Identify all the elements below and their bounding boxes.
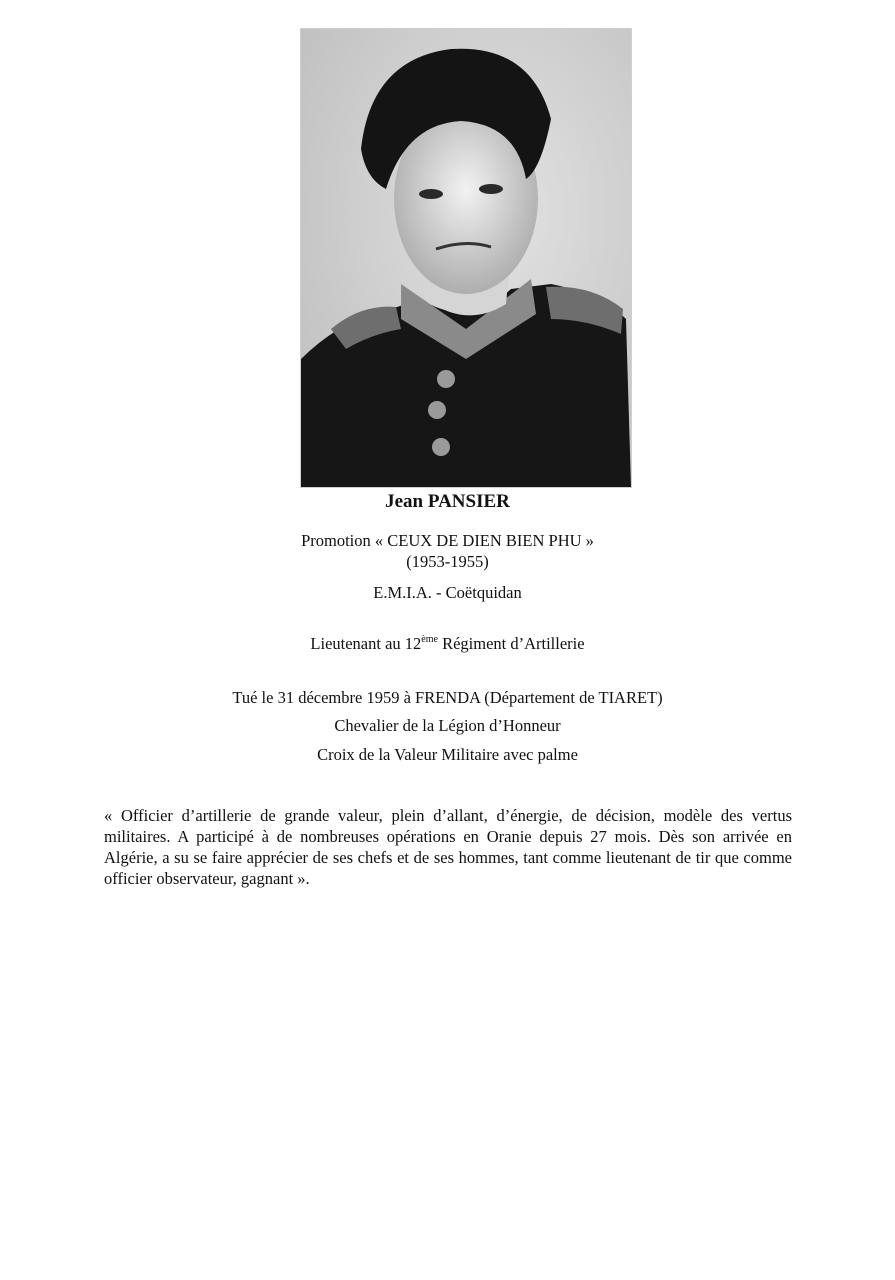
rank-suffix: Régiment d’Artillerie: [437, 634, 585, 653]
rank-prefix: Lieutenant au 12: [310, 634, 422, 653]
last-name: PANSIER: [427, 491, 510, 512]
rank-line: [0, 634, 895, 654]
citation-text: « Officier d’artillerie de grande valeur, plein d’allant, d’énergie, de décision, modèle des vertus militaires. A participé à de nombreuses opérations en Oranie depuis 27 mois. Dès son arrivée en Algérie, a su se faire apprécier de ses chefs et de ses hommes, tant comme lieutenant de tir que comme officier observateur, gagnant ».: [104, 806, 792, 888]
person-name: [0, 491, 895, 513]
first-name: Jean: [385, 491, 424, 512]
honour-croix: Croix de la Valeur Militaire avec palme: [317, 745, 578, 764]
portrait-photo: [300, 28, 632, 488]
death-line: Tué le 31 décembre 1959 à FRENDA (Département de TIARET): [232, 688, 663, 707]
school: E.M.I.A. - Coëtquidan: [373, 583, 522, 602]
honour-legion: Chevalier de la Légion d’Honneur: [334, 716, 561, 735]
rank-superscript: ème: [421, 634, 438, 645]
promotion-years: (1953-1955): [406, 552, 489, 571]
promotion-line: Promotion « CEUX DE DIEN BIEN PHU »: [301, 531, 594, 550]
portrait-image: [301, 29, 631, 487]
